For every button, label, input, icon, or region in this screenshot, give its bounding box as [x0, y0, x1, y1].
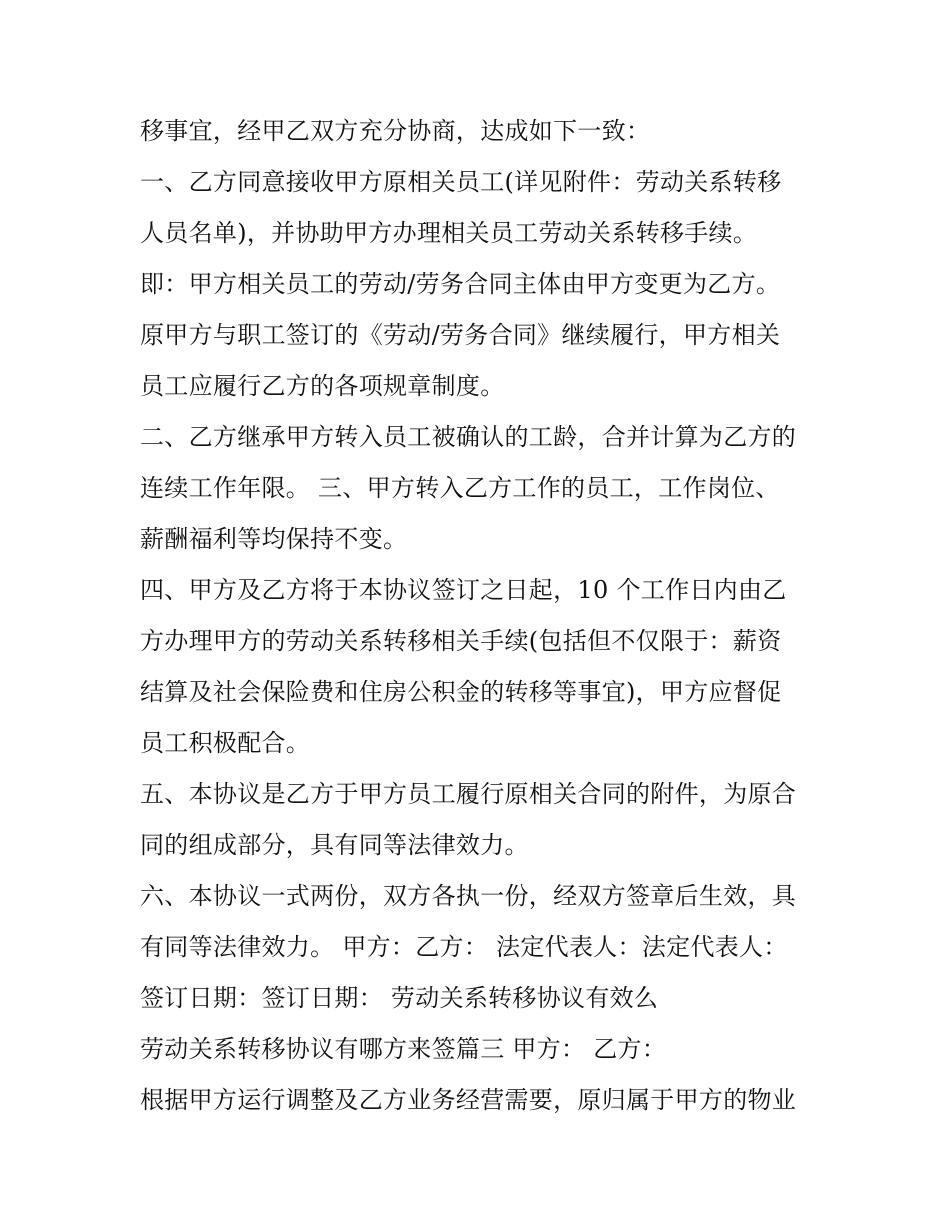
text-line: 员工应履行乙方的各项规章制度。	[140, 372, 505, 400]
text-line: 连续工作年限。 三、甲方转入乙方工作的员工，工作岗位、	[140, 474, 780, 502]
text-line: 原甲方与职工签订的《劳动/劳务合同》继续履行，甲方相关	[140, 321, 781, 349]
text-line: 结算及社会保险费和住房公积金的转移等事宜)，甲方应督促	[140, 678, 782, 706]
text-line: 人员名单)，并协助甲方办理相关员工劳动关系转移手续。	[140, 219, 758, 247]
text-line: 移事宜，经甲乙双方充分协商，达成如下一致：	[140, 117, 651, 145]
text-line: 五、本协议是乙方于甲方员工履行原相关合同的附件，为原合	[140, 780, 797, 808]
text-line: 六、本协议一式两份，双方各执一份，经双方签章后生效，具	[140, 882, 797, 910]
document-body	[140, 106, 820, 1126]
text-line: 同的组成部分，具有同等法律效力。	[140, 831, 529, 859]
text-line: 方办理甲方的劳动关系转移相关手续(包括但不仅限于：薪资	[140, 627, 782, 655]
text-line: 四、甲方及乙方将于本协议签订之日起，10 个工作日内由乙	[140, 576, 787, 604]
text-line: 薪酬福利等均保持不变。	[140, 525, 408, 553]
text-line: 根据甲方运行调整及乙方业务经营需要，原归属于甲方的物业	[140, 1086, 797, 1114]
text-line: 二、乙方继承甲方转入员工被确认的工龄，合并计算为乙方的	[140, 423, 797, 451]
text-line: 即：甲方相关员工的劳动/劳务合同主体由甲方变更为乙方。	[140, 270, 781, 298]
text-line: 签订日期：签订日期： 劳动关系转移协议有效么	[140, 984, 659, 1012]
text-line: 一、乙方同意接收甲方原相关员工(详见附件：劳动关系转移	[140, 168, 782, 196]
text-line: 劳动关系转移协议有哪方来签篇三 甲方： 乙方：	[140, 1035, 667, 1063]
text-line: 员工积极配合。	[140, 729, 311, 757]
text-line: 有同等法律效力。 甲方：乙方： 法定代表人：法定代表人：	[140, 933, 788, 961]
